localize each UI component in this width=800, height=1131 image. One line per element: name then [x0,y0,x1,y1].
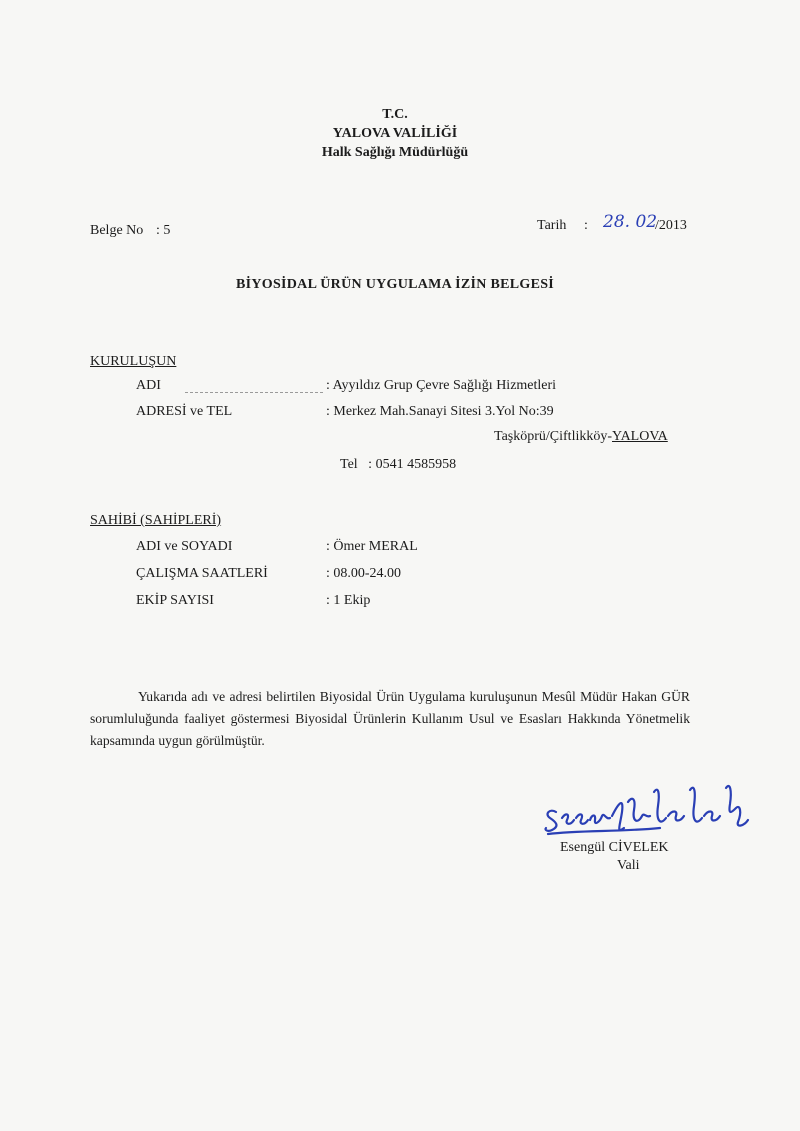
sahibi-row-label: ADI ve SOYADI [136,539,233,554]
signatory-name: Esengül CİVELEK [560,840,669,855]
tarih-colon: : [584,218,588,233]
sahibi-row-label: EKİP SAYISI [136,593,214,608]
header-mudurluk: Halk Sağlığı Müdürlüğü [321,145,469,160]
handwritten-signature [540,782,755,842]
header-tc: T.C. [382,107,408,122]
sahibi-row-value: : Ömer MERAL [326,539,418,554]
document-title: BİYOSİDAL ÜRÜN UYGULAMA İZİN BELGESİ [235,277,555,292]
belge-no-label: Belge No [90,223,144,238]
tarih-year: /2013 [655,218,687,233]
kurulus-adi-value: : Ayyıldız Grup Çevre Sağlığı Hizmetleri [326,378,557,393]
belge-no-value: : 5 [156,223,171,238]
dotted-leader [185,392,323,393]
signatory-title: Vali [617,858,640,873]
kurulus-tel: Tel : 0541 4585958 [340,457,457,472]
tarih-handwritten: 28. 02 [603,212,658,232]
kurulus-adi-label: ADI [136,378,161,393]
sahibi-row-value: : 1 Ekip [326,593,371,608]
adres-line2-prefix: Taşköprü/Çiftlikköy- [494,429,613,444]
header-valilik: YALOVA VALİLİĞİ [332,126,458,141]
body-paragraph: Yukarıda adı ve adresi belirtilen Biyosidal Ürün Uygulama kuruluşunun Mesûl Müdür Hakan GÜR sorumluluğunda faaliyet göstermesi Biyosidal Ürünlerin Kullanım Usul ve Esasları Hakkında Yönetmelik kapsamında uygun görülmüştür. [90,689,690,748]
adres-line2-city: YALOVA [612,429,668,444]
sahibi-heading: SAHİBİ (SAHİPLERİ) [90,513,222,528]
tarih-label: Tarih [537,218,567,233]
sahibi-row-label: ÇALIŞMA SAATLERİ [136,566,268,581]
kurulus-adres-value: : Merkez Mah.Sanayi Sitesi 3.Yol No:39 [326,404,554,419]
sahibi-row-value: : 08.00-24.00 [326,566,402,581]
kurulus-adres-line2 [494,429,668,445]
kurulus-adres-label: ADRESİ ve TEL [136,404,233,419]
kurulus-heading: KURULUŞUN [90,354,177,369]
